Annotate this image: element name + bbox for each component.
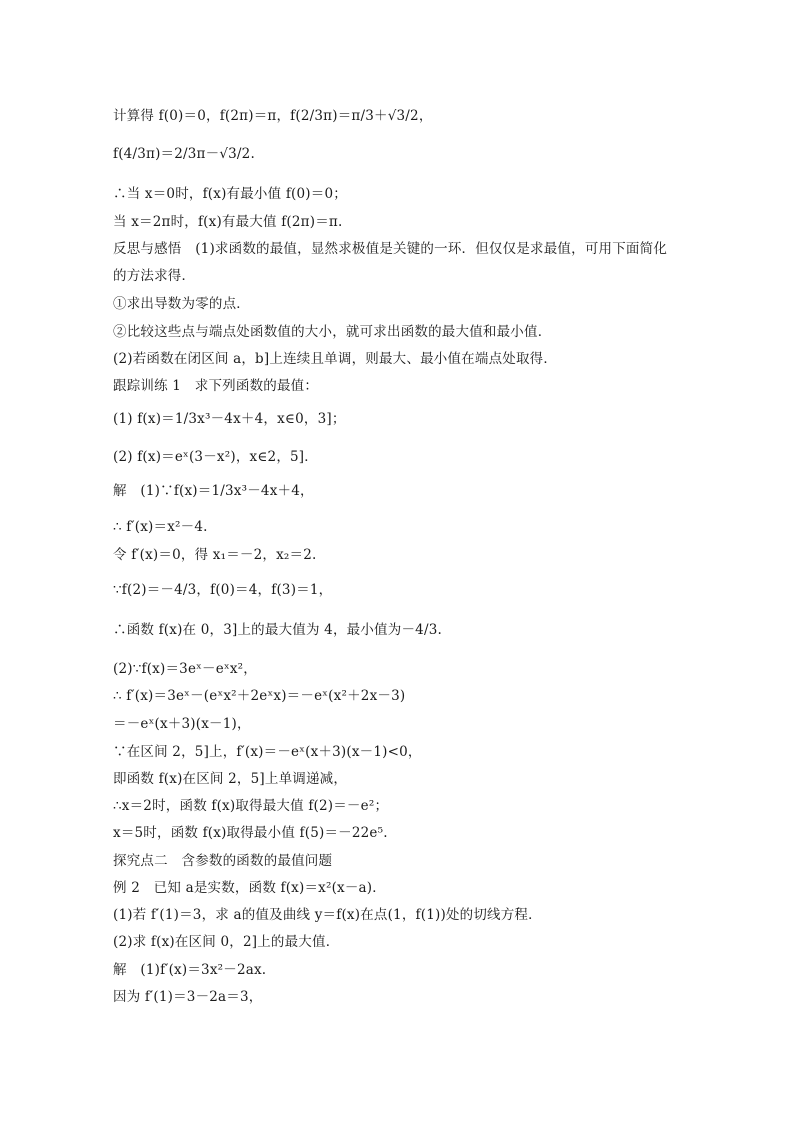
text-line: ∵在区间 2，5]上，f′(x)＝－eˣ(x＋3)(x－1)<0，: [113, 744, 422, 760]
text-line: x＝5时，函数 f(x)取得最小值 f(5)＝－22e⁵.: [113, 825, 388, 841]
text-line: 因为 f′(1)＝3－2a＝3，: [113, 989, 263, 1005]
text-line: ＝－eˣ(x＋3)(x－1)，: [113, 716, 251, 732]
text-line: 解 (1)∵f(x)＝1/3x³－4x＋4，: [113, 483, 314, 499]
text-line: 的方法求得．: [113, 268, 196, 284]
text-line: ∴ f′(x)＝x²－4.: [113, 519, 208, 535]
text-line: 反思与感悟 (1)求函数的最值，显然求极值是关键的一环．但仅仅是求最值，可用下面简化: [113, 241, 668, 257]
text-line: ∴ f′(x)＝3eˣ－(eˣx²＋2eˣx)＝－eˣ(x²＋2x－3): [113, 688, 406, 704]
text-line: 令 f′(x)＝0，得 x₁＝－2，x₂＝2.: [113, 547, 317, 563]
text-line: ①求出导数为零的点．: [113, 296, 250, 312]
text-line: (2)若函数在闭区间 a，b]上连续且单调，则最大、最小值在端点处取得．: [113, 351, 558, 367]
text-line: 当 x＝2π时，f(x)有最大值 f(2π)＝π.: [113, 214, 343, 230]
text-line: ∴x＝2时，函数 f(x)取得最大值 f(2)＝－e²；: [113, 798, 389, 814]
text-line: (2)求 f(x)在区间 0，2]上的最大值．: [113, 934, 340, 950]
text-line: 探究点二 含参数的函数的最值问题: [113, 853, 333, 869]
text-line: (2) f(x)＝eˣ(3－x²)，x∈2，5]．: [113, 449, 318, 465]
text-line: 即函数 f(x)在区间 2，5]上单调递减，: [113, 771, 348, 787]
text-line: f(4/3π)＝2/3π－√3/2.: [113, 146, 255, 162]
text-line: ∴函数 f(x)在 0，3]上的最大值为 4，最小值为－4/3.: [113, 622, 442, 638]
text-line: 计算得 f(0)＝0，f(2π)＝π，f(2/3π)＝π/3＋√3/2，: [113, 108, 433, 124]
text-line: (2)∵f(x)＝3eˣ－eˣx²，: [113, 661, 257, 677]
text-line: ∵f(2)＝－4/3，f(0)＝4，f(3)＝1，: [113, 582, 333, 598]
text-line: 跟踪训练 1 求下列函数的最值：: [113, 378, 319, 394]
text-line: (1)若 f′(1)＝3，求 a的值及曲线 y＝f(x)在点(1，f(1))处的切线方程．: [113, 907, 542, 923]
text-line: 解 (1)f′(x)＝3x²－2ax.: [113, 962, 267, 978]
text-line: ∴当 x＝0时，f(x)有最小值 f(0)＝0；: [113, 186, 347, 202]
text-line: 例 2 已知 a是实数，函数 f(x)＝x²(x－a)．: [113, 880, 386, 896]
text-line: (1) f(x)＝1/3x³－4x＋4，x∈0，3]；: [113, 411, 346, 427]
text-line: ②比较这些点与端点处函数值的大小，就可求出函数的最大值和最小值．: [113, 324, 552, 340]
